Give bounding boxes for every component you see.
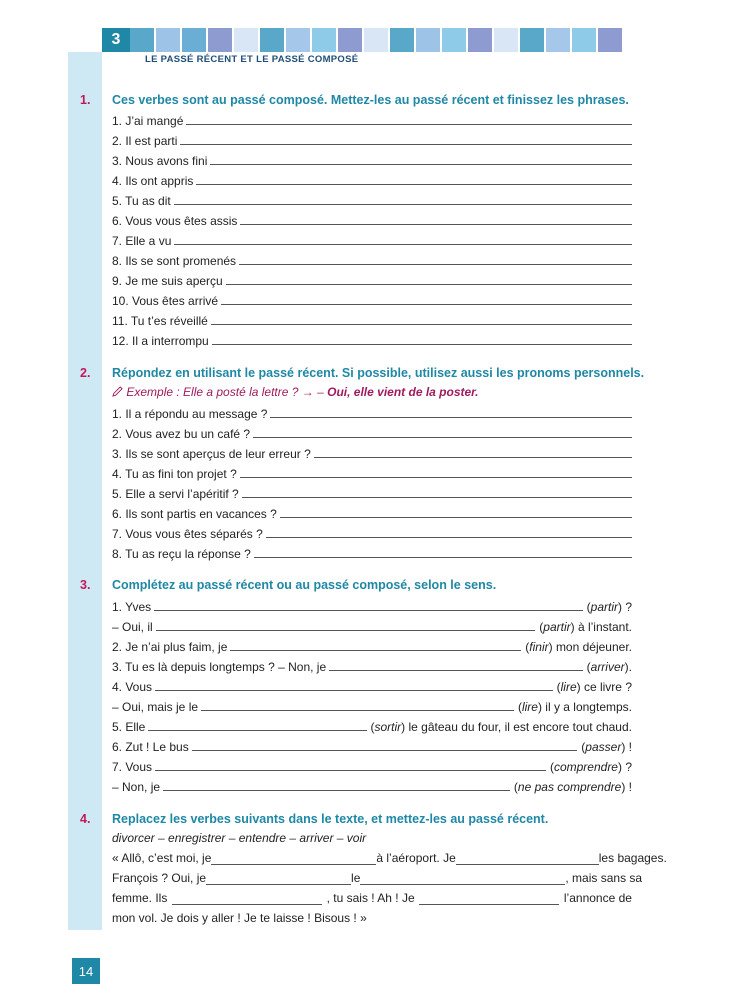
exercise-4-number: 4. bbox=[80, 812, 91, 826]
exercise-2-item bbox=[112, 421, 632, 441]
header-tile bbox=[208, 28, 232, 52]
exercise-1-item-label: 8. Ils se sont promenés bbox=[112, 254, 237, 268]
exercise-1-item bbox=[112, 108, 632, 128]
answer-blank[interactable] bbox=[180, 143, 632, 145]
chapter-number: 3 bbox=[102, 28, 130, 52]
exercise-2-item bbox=[112, 501, 632, 521]
answer-blank[interactable] bbox=[186, 123, 632, 125]
answer-blank[interactable] bbox=[211, 863, 376, 865]
exercise-1-title: Ces verbes sont au passé composé. Mettez-les au passé récent et finissez les phrases. bbox=[112, 93, 629, 107]
verb-list: divorcer – enregistrer – entendre – arriver – voir bbox=[112, 831, 367, 845]
answer-blank[interactable] bbox=[174, 243, 632, 245]
exercise-1-item-label: 6. Vous vous êtes assis bbox=[112, 214, 238, 228]
example-line bbox=[112, 385, 479, 399]
exercise-3-item bbox=[112, 694, 632, 714]
exercise-3-item bbox=[112, 734, 632, 754]
exercise-2-item-label: 2. Vous avez bu un café ? bbox=[112, 427, 251, 441]
exercise-1-item-label: 10. Vous êtes arrivé bbox=[112, 294, 219, 308]
text-fragment: les bagages. bbox=[598, 851, 667, 865]
text-line-2 bbox=[112, 868, 643, 888]
exercise-1-item-label: 3. Nous avons fini bbox=[112, 154, 208, 168]
exercise-1-item bbox=[112, 268, 632, 288]
verb-hint: (ne pas comprendre) ! bbox=[513, 780, 632, 794]
exercise-2-item bbox=[112, 541, 632, 561]
exercise-2-item-label: 8. Tu as reçu la réponse ? bbox=[112, 547, 251, 561]
answer-blank[interactable] bbox=[240, 223, 632, 225]
header-tile bbox=[130, 28, 154, 52]
example-prompt: Exemple : Elle a posté la lettre ? → – bbox=[126, 385, 324, 399]
exercise-1-item-label: 12. Il a interrompu bbox=[112, 334, 209, 348]
header-tiles bbox=[130, 28, 624, 52]
answer-blank[interactable] bbox=[210, 163, 632, 165]
answer-blank[interactable] bbox=[266, 536, 632, 538]
exercise-1-item bbox=[112, 148, 632, 168]
exercise-2-item bbox=[112, 521, 632, 541]
answer-blank[interactable] bbox=[226, 283, 632, 285]
answer-blank[interactable] bbox=[172, 903, 322, 905]
text-line-3 bbox=[112, 888, 632, 908]
verb-hint: (partir) ? bbox=[586, 600, 632, 614]
header-tile bbox=[364, 28, 388, 52]
answer-blank[interactable] bbox=[206, 883, 351, 885]
exercise-1-item bbox=[112, 208, 632, 228]
verb-hint: (lire) ce livre ? bbox=[556, 680, 632, 694]
side-bar bbox=[68, 52, 102, 930]
exercise-1-item-label: 9. Je me suis aperçu bbox=[112, 274, 223, 288]
answer-blank[interactable] bbox=[212, 343, 632, 345]
answer-blank[interactable] bbox=[148, 729, 366, 731]
answer-blank[interactable] bbox=[360, 883, 565, 885]
exercise-2-item bbox=[112, 401, 632, 421]
exercise-3-item-label: 6. Zut ! Le bus bbox=[112, 740, 189, 754]
header-tile bbox=[546, 28, 570, 52]
exercise-3-item bbox=[112, 754, 632, 774]
exercise-3-item-label: 4. Vous bbox=[112, 680, 153, 694]
exercise-3-number: 3. bbox=[80, 578, 91, 592]
exercise-2-item bbox=[112, 481, 632, 501]
verb-hint: (partir) à l’instant. bbox=[539, 620, 632, 634]
exercise-1-item bbox=[112, 228, 632, 248]
exercise-1-item-label: 2. Il est parti bbox=[112, 134, 178, 148]
answer-blank[interactable] bbox=[155, 689, 553, 691]
text-fragment: , tu sais ! Ah ! Je bbox=[326, 891, 415, 905]
text-fragment: « Allô, c’est moi, je bbox=[112, 851, 212, 865]
exercise-1-item bbox=[112, 328, 632, 348]
header-tile bbox=[442, 28, 466, 52]
page-number: 14 bbox=[72, 958, 100, 984]
exercise-1-item bbox=[112, 248, 632, 268]
example-answer: Oui, elle vient de la poster. bbox=[327, 385, 479, 399]
exercise-2-item-label: 7. Vous vous êtes séparés ? bbox=[112, 527, 263, 541]
answer-blank[interactable] bbox=[230, 649, 521, 651]
header-tile bbox=[520, 28, 544, 52]
text-fragment: François ? Oui, je bbox=[112, 871, 207, 885]
header-tile bbox=[416, 28, 440, 52]
answer-blank[interactable] bbox=[280, 516, 632, 518]
exercise-3-item bbox=[112, 714, 632, 734]
exercise-2-item bbox=[112, 441, 632, 461]
exercise-3-item bbox=[112, 654, 632, 674]
exercise-3-item bbox=[112, 674, 632, 694]
verb-hint: (arriver). bbox=[586, 660, 632, 674]
exercise-1-item bbox=[112, 308, 632, 328]
header-tile bbox=[338, 28, 362, 52]
exercise-3-item bbox=[112, 614, 632, 634]
text-line-1 bbox=[112, 848, 667, 868]
verb-hint: (sortir) le gâteau du four, il est encore tout chaud. bbox=[370, 720, 632, 734]
exercise-3-item-label: 2. Je n’ai plus faim, je bbox=[112, 640, 228, 654]
answer-blank[interactable] bbox=[174, 203, 632, 205]
header-tile bbox=[286, 28, 310, 52]
text-fragment: à l’aéroport. Je bbox=[376, 851, 456, 865]
exercise-3-item-label: 7. Vous bbox=[112, 760, 153, 774]
exercise-3-item-label: – Non, je bbox=[112, 780, 161, 794]
answer-blank[interactable] bbox=[419, 903, 559, 905]
text-line-4 bbox=[112, 908, 632, 928]
header-tile bbox=[468, 28, 492, 52]
answer-blank[interactable] bbox=[240, 476, 632, 478]
header-tile bbox=[260, 28, 284, 52]
exercise-1-item-label: 4. Ils ont appris bbox=[112, 174, 194, 188]
answer-blank[interactable] bbox=[221, 303, 632, 305]
answer-blank[interactable] bbox=[163, 789, 510, 791]
exercise-2-item-label: 1. Il a répondu au message ? bbox=[112, 407, 268, 421]
answer-blank[interactable] bbox=[314, 456, 632, 458]
exercise-2-number: 2. bbox=[80, 366, 91, 380]
answer-blank[interactable] bbox=[242, 496, 632, 498]
header-tile bbox=[494, 28, 518, 52]
header-tile bbox=[156, 28, 180, 52]
exercise-1-item bbox=[112, 288, 632, 308]
chapter-title: LE PASSÉ RÉCENT ET LE PASSÉ COMPOSÉ bbox=[145, 54, 359, 65]
exercise-3-item bbox=[112, 594, 632, 614]
pencil-icon bbox=[112, 385, 126, 399]
exercise-1-item bbox=[112, 188, 632, 208]
text-fragment: l’annonce de bbox=[563, 891, 632, 905]
text-fragment: mon vol. Je dois y aller ! Je te laisse ! Bisous ! » bbox=[112, 911, 367, 925]
exercise-2-item-label: 4. Tu as fini ton projet ? bbox=[112, 467, 237, 481]
exercise-3-item-label: 5. Elle bbox=[112, 720, 146, 734]
answer-blank[interactable] bbox=[270, 416, 632, 418]
header-tile bbox=[182, 28, 206, 52]
answer-blank[interactable] bbox=[155, 769, 546, 771]
text-fragment: , mais sans sa bbox=[565, 871, 643, 885]
exercise-1-item-label: 5. Tu as dit bbox=[112, 194, 171, 208]
exercise-1-item-label: 7. Elle a vu bbox=[112, 234, 172, 248]
header-tile bbox=[572, 28, 596, 52]
answer-blank[interactable] bbox=[192, 749, 578, 751]
exercise-1-number: 1. bbox=[80, 93, 91, 107]
answer-blank[interactable] bbox=[154, 609, 583, 611]
header-tile bbox=[312, 28, 336, 52]
header-tile bbox=[234, 28, 258, 52]
exercise-3-item-label: – Oui, il bbox=[112, 620, 153, 634]
answer-blank[interactable] bbox=[196, 183, 632, 185]
exercise-3-title: Complétez au passé récent ou au passé composé, selon le sens. bbox=[112, 578, 497, 592]
exercise-3-item bbox=[112, 634, 632, 654]
exercise-1-item bbox=[112, 128, 632, 148]
exercise-2-title: Répondez en utilisant le passé récent. Si possible, utilisez aussi les pronoms personnels. bbox=[112, 366, 645, 380]
exercise-2-item bbox=[112, 461, 632, 481]
exercise-2-item-label: 5. Elle a servi l’apéritif ? bbox=[112, 487, 239, 501]
answer-blank[interactable] bbox=[329, 669, 583, 671]
answer-blank[interactable] bbox=[456, 863, 599, 865]
verb-hint: (comprendre) ? bbox=[549, 760, 632, 774]
exercise-1-item bbox=[112, 168, 632, 188]
answer-blank[interactable] bbox=[253, 436, 632, 438]
exercise-2-item-label: 3. Ils se sont aperçus de leur erreur ? bbox=[112, 447, 311, 461]
verb-hint: (passer) ! bbox=[581, 740, 632, 754]
answer-blank[interactable] bbox=[254, 556, 632, 558]
exercise-3-item-label: 3. Tu es là depuis longtemps ? – Non, je bbox=[112, 660, 327, 674]
header-tile bbox=[598, 28, 622, 52]
exercise-3-item-label: 1. Yves bbox=[112, 600, 152, 614]
answer-blank[interactable] bbox=[239, 263, 632, 265]
text-fragment: le bbox=[351, 871, 361, 885]
exercise-4-title: Replacez les verbes suivants dans le texte, et mettez-les au passé récent. bbox=[112, 812, 549, 826]
answer-blank[interactable] bbox=[211, 323, 632, 325]
text-fragment: femme. Ils bbox=[112, 891, 168, 905]
answer-blank[interactable] bbox=[201, 709, 514, 711]
header-tile bbox=[390, 28, 414, 52]
exercise-3-item bbox=[112, 774, 632, 794]
answer-blank[interactable] bbox=[156, 629, 536, 631]
exercise-3-item-label: – Oui, mais je le bbox=[112, 700, 199, 714]
verb-hint: (finir) mon déjeuner. bbox=[525, 640, 632, 654]
exercise-1-item-label: 11. Tu t’es réveillé bbox=[112, 314, 208, 328]
exercise-1-item-label: 1. J’ai mangé bbox=[112, 114, 184, 128]
verb-hint: (lire) il y a longtemps. bbox=[517, 700, 632, 714]
exercise-2-item-label: 6. Ils sont partis en vacances ? bbox=[112, 507, 277, 521]
